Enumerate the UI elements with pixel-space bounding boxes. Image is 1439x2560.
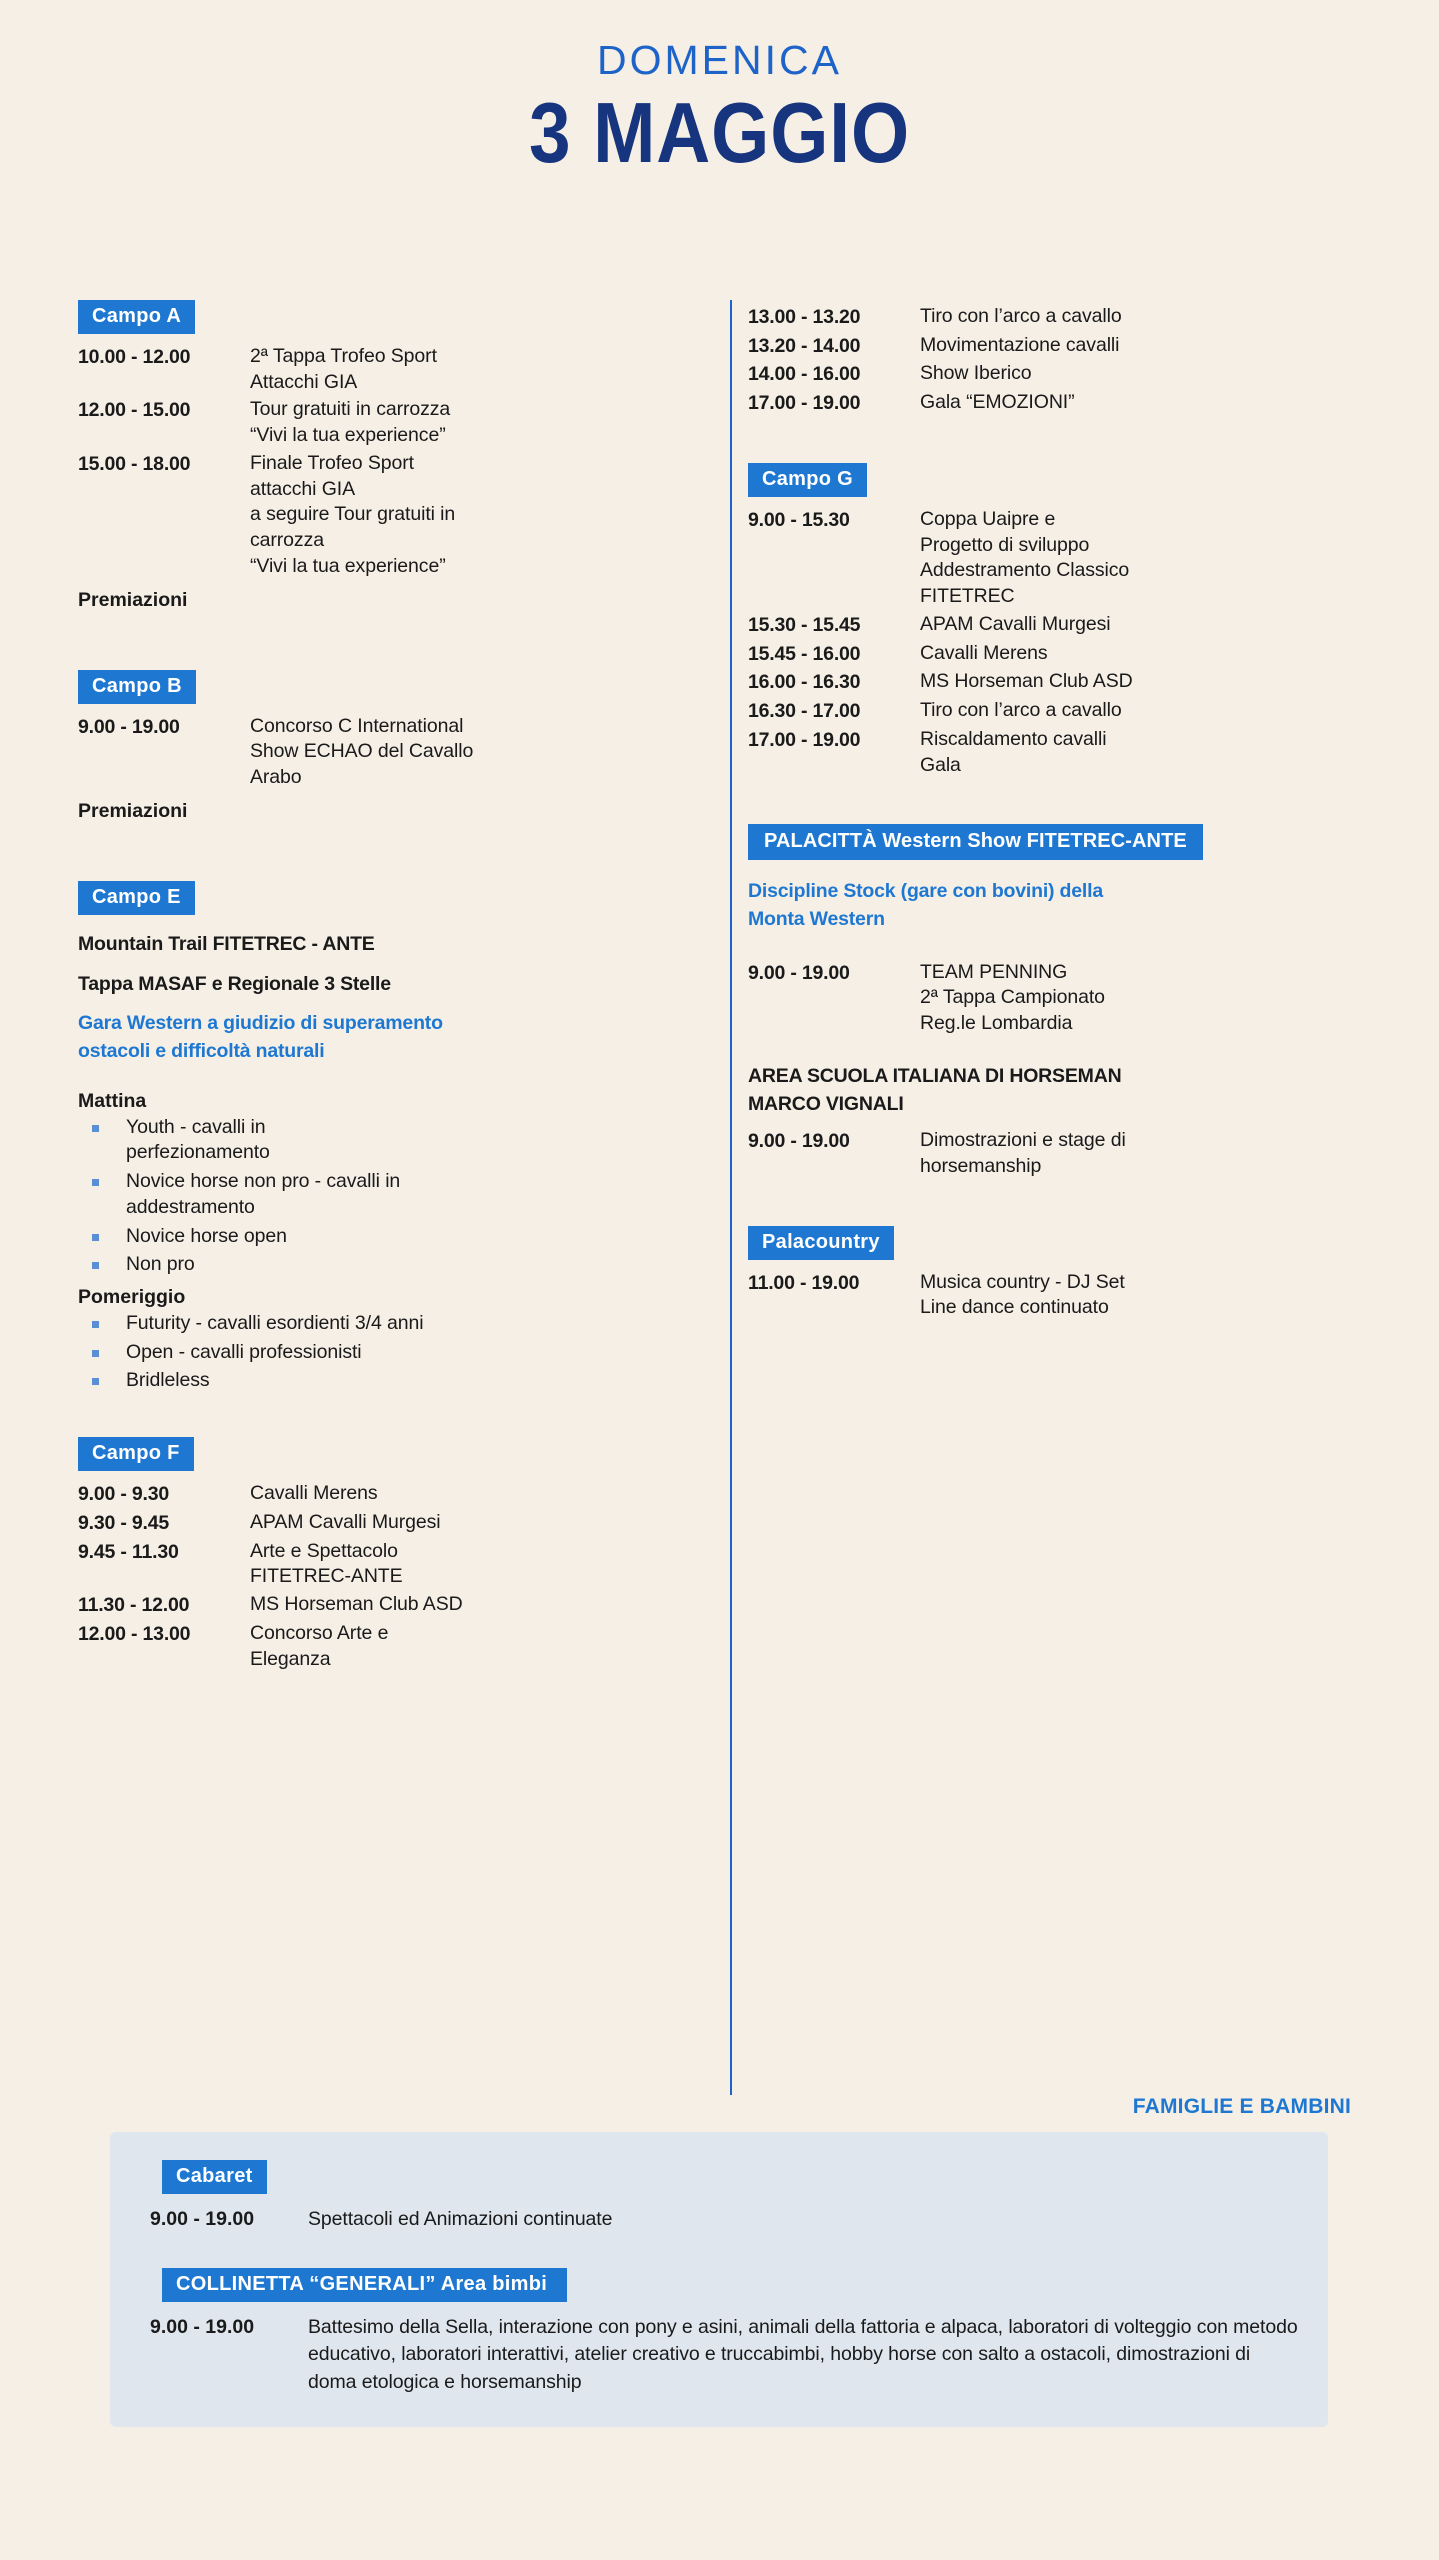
row-desc: Gala “EMOZIONI” bbox=[920, 391, 1075, 414]
schedule-row bbox=[748, 641, 1368, 668]
poster-header bbox=[0, 0, 1439, 181]
row-time: 13.20 - 14.00 bbox=[748, 334, 861, 357]
cabaret-row bbox=[140, 2206, 1298, 2234]
spacer bbox=[78, 1397, 718, 1437]
campo-b-note: Premiazioni bbox=[78, 799, 188, 822]
row-desc: Tiro con l’arco a cavallo bbox=[920, 305, 1122, 327]
schedule-row bbox=[748, 1128, 1368, 1179]
list-item: Youth - cavalli in perfezionamento bbox=[78, 1115, 718, 1166]
schedule-row bbox=[748, 507, 1368, 610]
spacer bbox=[748, 784, 1368, 824]
row-desc: Show Iberico bbox=[920, 362, 1032, 385]
family-section bbox=[110, 2132, 1328, 2427]
badge-collinetta: COLLINETTA “GENERALI” Area bimbi bbox=[162, 2268, 567, 2302]
campo-a-rows bbox=[78, 344, 718, 580]
list-item: Open - cavalli professionisti bbox=[78, 1340, 718, 1366]
schedule-row bbox=[748, 612, 1368, 639]
row-time: 10.00 - 12.00 bbox=[78, 346, 191, 368]
schedule-row bbox=[748, 1270, 1368, 1321]
spacer bbox=[748, 423, 1368, 463]
row-desc: MS Horseman Club ASD bbox=[250, 1593, 463, 1616]
schedule-row bbox=[78, 397, 718, 448]
palacitta-bar: PALACITTÀ Western Show FITETREC-ANTE bbox=[748, 824, 1203, 860]
list-item: Futurity - cavalli esordienti 3/4 anni bbox=[78, 1311, 718, 1337]
palacountry-rows bbox=[748, 1270, 1368, 1321]
row-desc: Finale Trofeo Sport attacchi GIA a seguire Tour gratuiti in carrozza “Vivi la tua experience” bbox=[250, 451, 456, 577]
schedule-row bbox=[748, 361, 1368, 388]
row-time: 12.00 - 13.00 bbox=[78, 1622, 191, 1645]
schedule-row bbox=[78, 1481, 718, 1508]
schedule-row bbox=[78, 1592, 718, 1619]
famiglie-title: FAMIGLIE E BAMBINI bbox=[1132, 2095, 1351, 2118]
row-time: 13.00 - 13.20 bbox=[748, 306, 861, 328]
row-desc: Arte e Spettacolo FITETREC-ANTE bbox=[250, 1539, 403, 1588]
row-time: 12.00 - 15.00 bbox=[78, 399, 191, 422]
list-item: Bridleless bbox=[78, 1368, 718, 1394]
campo-e-line1: Mountain Trail FITETREC - ANTE bbox=[78, 932, 375, 955]
section-campo-f bbox=[78, 1437, 718, 1672]
row-desc: 2ª Tappa Trofeo Sport Attacchi GIA bbox=[250, 345, 437, 393]
section-campo-g bbox=[748, 463, 1368, 778]
spacer bbox=[78, 823, 718, 881]
list-item: Novice horse non pro - cavalli in addestramento bbox=[78, 1169, 718, 1220]
campo-e-pomeriggio-list bbox=[78, 1311, 718, 1394]
row-time: 17.00 - 19.00 bbox=[748, 392, 861, 415]
row-desc: Riscaldamento cavalli Gala bbox=[920, 727, 1107, 776]
row-time: 14.00 - 16.00 bbox=[748, 363, 861, 386]
palacitta-area-rows bbox=[748, 1128, 1368, 1179]
row-desc: APAM Cavalli Murgesi bbox=[920, 612, 1111, 635]
list-item: Non pro bbox=[78, 1252, 718, 1278]
row-time: 9.00 - 19.00 bbox=[748, 961, 850, 984]
section-campo-a bbox=[78, 300, 718, 612]
row-time: 9.00 - 19.00 bbox=[150, 2315, 255, 2338]
right-column bbox=[748, 300, 1368, 1327]
row-desc: Concorso C International Show ECHAO del Cavallo Arabo bbox=[250, 714, 474, 789]
badge-campo-e: Campo E bbox=[78, 881, 195, 915]
campo-e-mattina-label: Mattina bbox=[78, 1089, 147, 1112]
schedule-row bbox=[748, 390, 1368, 417]
section-palacountry bbox=[748, 1226, 1368, 1321]
campo-b-rows bbox=[78, 714, 718, 791]
spacer bbox=[78, 612, 718, 670]
row-time: 9.00 - 19.00 bbox=[78, 715, 180, 738]
column-divider bbox=[730, 300, 732, 2095]
row-time: 16.00 - 16.30 bbox=[748, 671, 861, 694]
palacitta-rows bbox=[748, 960, 1368, 1037]
row-time: 16.30 - 17.00 bbox=[748, 700, 861, 723]
row-desc: TEAM PENNING 2ª Tappa Campionato Reg.le Lombardia bbox=[920, 960, 1105, 1035]
badge-campo-g: Campo G bbox=[748, 463, 867, 497]
campo-e-mattina-list bbox=[78, 1115, 718, 1278]
campo-e-line2: Tappa MASAF e Regionale 3 Stelle bbox=[78, 972, 391, 995]
badge-cabaret: Cabaret bbox=[162, 2160, 267, 2194]
collinetta-row bbox=[140, 2314, 1298, 2397]
section-campo-e bbox=[78, 881, 718, 1394]
schedule-row bbox=[748, 304, 1368, 331]
row-time: 9.00 - 19.00 bbox=[748, 1130, 850, 1153]
schedule-row bbox=[78, 344, 718, 395]
row-time: 9.30 - 9.45 bbox=[78, 1511, 170, 1534]
schedule-row bbox=[748, 698, 1368, 725]
palacitta-area-title: AREA SCUOLA ITALIANA DI HORSEMAN MARCO VIGNALI bbox=[748, 1064, 1122, 1115]
section-palacitta bbox=[748, 824, 1368, 1179]
row-time: 15.45 - 16.00 bbox=[748, 642, 861, 665]
right-top-rows bbox=[748, 304, 1368, 417]
badge-campo-b: Campo B bbox=[78, 670, 196, 704]
row-desc: Dimostrazioni e stage di horsemanship bbox=[920, 1129, 1126, 1177]
row-time: 15.00 - 18.00 bbox=[78, 452, 191, 475]
row-desc: Cavalli Merens bbox=[250, 1482, 378, 1505]
row-time: 9.00 - 19.00 bbox=[150, 2208, 255, 2230]
schedule-row bbox=[78, 1621, 718, 1672]
header-date: 3 MAGGIO bbox=[528, 86, 911, 181]
list-item: Novice horse open bbox=[78, 1224, 718, 1250]
badge-campo-f: Campo F bbox=[78, 1437, 194, 1471]
palacitta-subtitle: Discipline Stock (gare con bovini) della Monta Western bbox=[748, 880, 1103, 930]
campo-a-note: Premiazioni bbox=[78, 588, 188, 611]
schedule-row bbox=[78, 1510, 718, 1537]
campo-g-rows bbox=[748, 507, 1368, 778]
row-time: 15.30 - 15.45 bbox=[748, 613, 861, 636]
row-desc: Concorso Arte e Eleganza bbox=[250, 1621, 389, 1670]
row-desc: Spettacoli ed Animazioni continuate bbox=[308, 2208, 613, 2230]
row-desc: Movimentazione cavalli bbox=[920, 333, 1120, 356]
left-column bbox=[78, 300, 718, 1678]
row-desc: MS Horseman Club ASD bbox=[920, 670, 1133, 693]
campo-e-line3: Gara Western a giudizio di superamento ostacoli e difficoltà naturali bbox=[78, 1012, 443, 1062]
row-desc: Tour gratuiti in carrozza “Vivi la tua experience” bbox=[250, 398, 451, 447]
schedule-row bbox=[748, 333, 1368, 360]
row-time: 9.00 - 15.30 bbox=[748, 508, 850, 531]
row-desc: Coppa Uaipre e Progetto di sviluppo Addestramento Classico FITETREC bbox=[920, 507, 1130, 608]
schedule-row bbox=[748, 669, 1368, 696]
row-desc: Tiro con l’arco a cavallo bbox=[920, 699, 1122, 722]
schedule-columns bbox=[0, 300, 1439, 2080]
schedule-row bbox=[78, 714, 718, 791]
row-time: 17.00 - 19.00 bbox=[748, 728, 861, 751]
campo-f-rows bbox=[78, 1481, 718, 1672]
schedule-row bbox=[78, 451, 718, 580]
badge-campo-a: Campo A bbox=[78, 300, 195, 334]
schedule-row bbox=[78, 1539, 718, 1590]
row-time: 11.30 - 12.00 bbox=[78, 1594, 190, 1617]
section-campo-b bbox=[78, 670, 718, 823]
row-desc: APAM Cavalli Murgesi bbox=[250, 1510, 441, 1533]
header-day: DOMENICA bbox=[597, 37, 842, 83]
badge-palacountry: Palacountry bbox=[748, 1226, 894, 1260]
schedule-row bbox=[748, 960, 1368, 1037]
row-time: 11.00 - 19.00 bbox=[748, 1271, 860, 1294]
schedule-row bbox=[748, 727, 1368, 778]
row-time: 9.00 - 9.30 bbox=[78, 1483, 170, 1506]
campo-e-pomeriggio-label: Pomeriggio bbox=[78, 1285, 186, 1308]
spacer bbox=[748, 1186, 1368, 1226]
row-desc: Cavalli Merens bbox=[920, 641, 1048, 664]
row-desc: Battesimo della Sella, interazione con pony e asini, animali della fattoria e alpaca, laboratori di volteggio con metodo educativo, laboratori interattivi, atelier creativo e truccabimbi, hobby horse con salto a ostacoli, dimostrazioni di doma etologica e horsemanship bbox=[308, 2315, 1298, 2394]
spacer bbox=[140, 2234, 1298, 2268]
row-desc: Musica country - DJ Set Line dance continuato bbox=[920, 1270, 1125, 1319]
row-time: 9.45 - 11.30 bbox=[78, 1540, 179, 1563]
